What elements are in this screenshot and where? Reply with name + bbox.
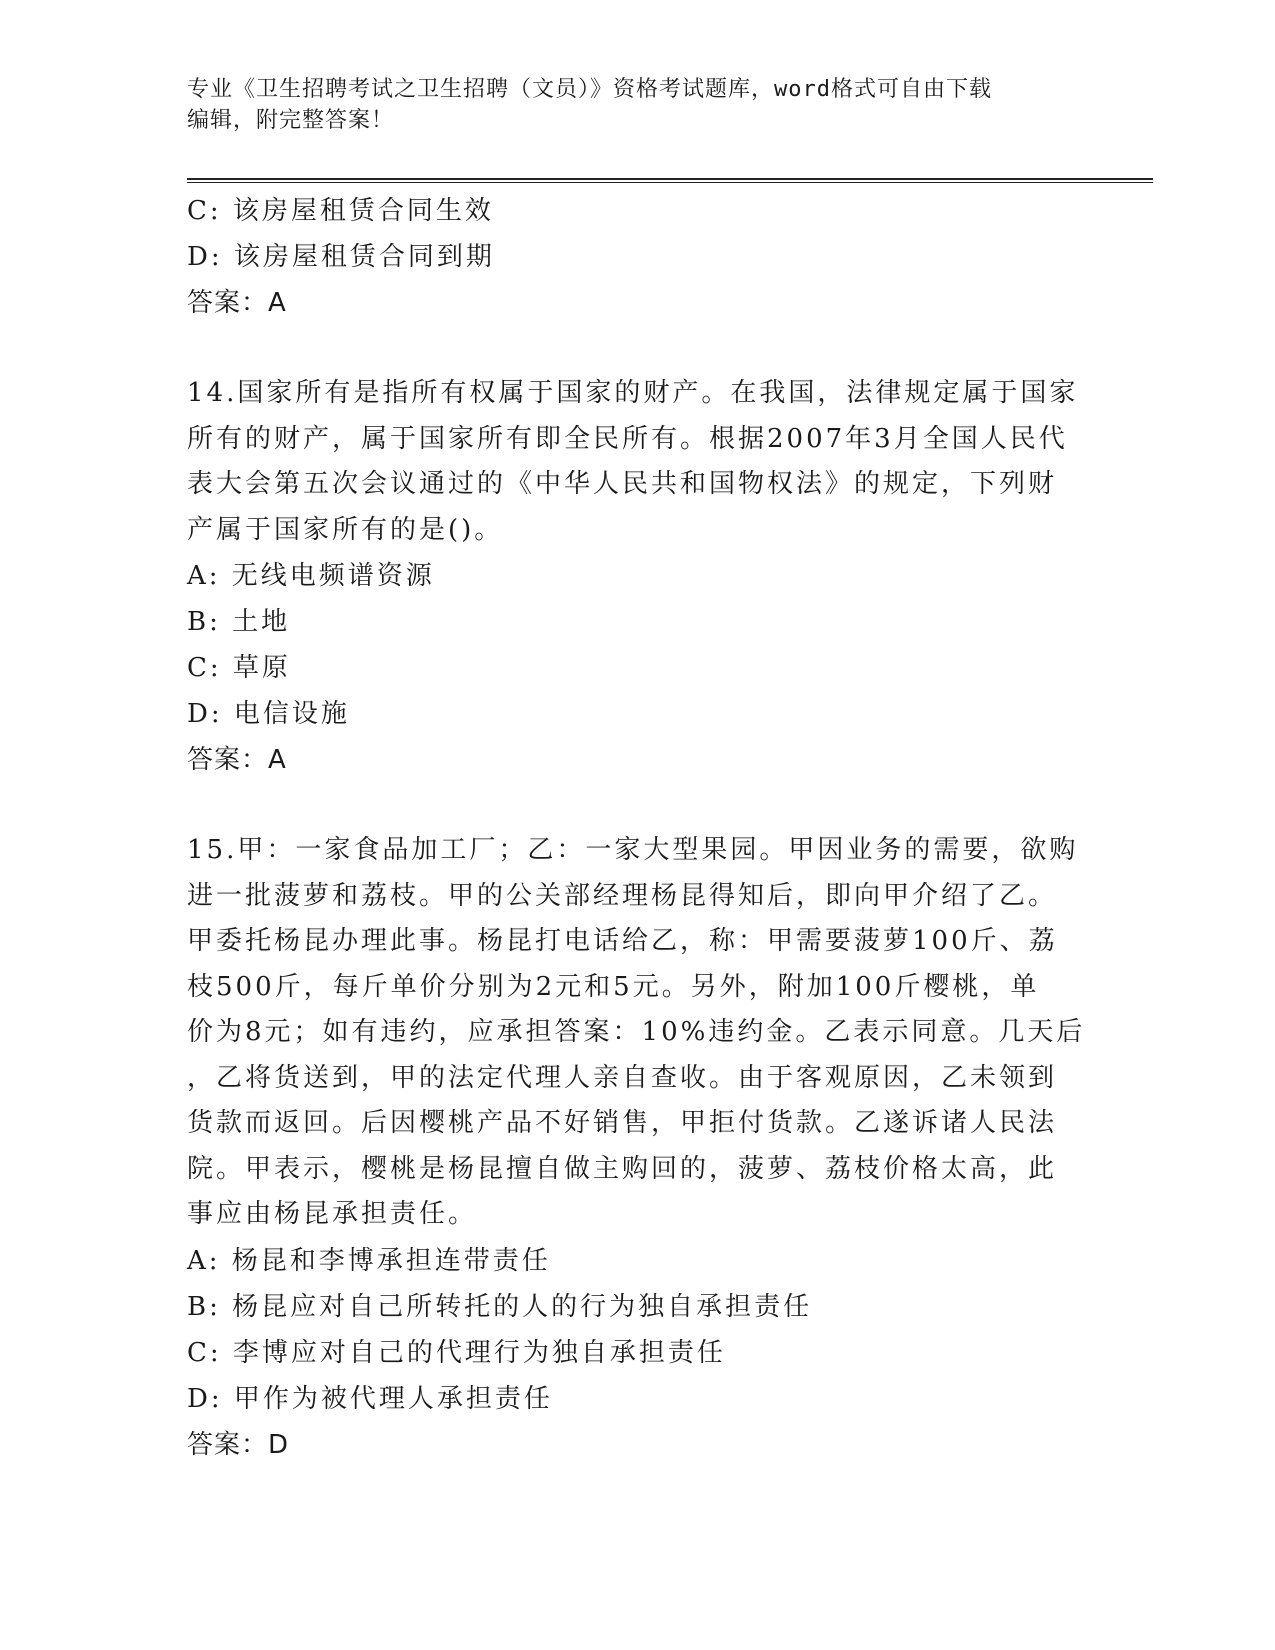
question-15-line: 15.甲：一家食品加工厂；乙：一家大型果园。甲因业务的需要，欲购 bbox=[187, 835, 1079, 865]
header-line-2: 编辑，附完整答案！ bbox=[187, 108, 395, 133]
option-d: D: 电信设施 bbox=[187, 699, 350, 729]
option-d: D: 甲作为被代理人承担责任 bbox=[187, 1383, 553, 1414]
question-15-text bbox=[187, 828, 1087, 1238]
header-divider bbox=[187, 178, 1153, 180]
header-line-1: 专业《卫生招聘考试之卫生招聘（文员）》资格考试题库，word格式可自由下载 bbox=[187, 77, 992, 102]
answer-line: 答案：A bbox=[187, 745, 287, 775]
question-15-line: 甲委托杨昆办理此事。杨昆打电话给乙，称：甲需要菠萝100斤、荔 bbox=[187, 926, 1058, 956]
option-b: B: 杨昆应对自己所转托的人的行为独自承担责任 bbox=[187, 1291, 813, 1322]
option-c: C: 该房屋租赁合同生效 bbox=[187, 196, 494, 226]
question-15-line: ，乙将货送到，甲的法定代理人亲自查收。由于客观原因，乙未领到 bbox=[187, 1062, 1058, 1093]
answer-line: 答案：A bbox=[187, 288, 287, 318]
question-15-line: 货款而返回。后因樱桃产品不好销售，甲拒付货款。乙遂诉诸人民法 bbox=[187, 1108, 1058, 1138]
question-14-line: 所有的财产，属于国家所有即全民所有。根据2007年3月全国人民代 bbox=[187, 423, 1068, 454]
question-15-line: 枝500斤，每斤单价分别为2元和5元。另外，附加100斤樱桃，单 bbox=[187, 971, 1040, 1002]
answer-line: 答案：D bbox=[187, 1429, 290, 1460]
option-a: A: 杨昆和李博承担连带责任 bbox=[187, 1245, 551, 1276]
question-15-line: 进一批菠萝和荔枝。甲的公关部经理杨昆得知后，即向甲介绍了乙。 bbox=[187, 880, 1058, 911]
document-header bbox=[187, 74, 1067, 136]
option-b: B: 土地 bbox=[187, 607, 291, 637]
question-14-text bbox=[187, 371, 1087, 553]
option-c: C: 李博应对自己的代理行为独自承担责任 bbox=[187, 1337, 726, 1368]
question-14-line: 14.国家所有是指所有权属于国家的财产。在我国，法律规定属于国家 bbox=[187, 378, 1079, 408]
option-d: D: 该房屋租赁合同到期 bbox=[187, 242, 495, 272]
option-a: A: 无线电频谱资源 bbox=[187, 561, 435, 591]
question-content bbox=[187, 188, 1087, 1468]
question-14-line: 表大会第五次会议通过的《中华人民共和国物权法》的规定，下列财 bbox=[187, 469, 1058, 499]
header-divider-thin bbox=[187, 182, 1153, 183]
question-15-line: 院。甲表示，樱桃是杨昆擅自做主购回的，菠萝、荔枝价格太高，此 bbox=[187, 1153, 1058, 1184]
question-15-line: 事应由杨昆承担责任。 bbox=[187, 1199, 478, 1229]
question-14-line: 产属于国家所有的是()。 bbox=[187, 514, 504, 545]
option-c: C: 草原 bbox=[187, 653, 291, 683]
question-15-line: 价为8元；如有违约，应承担答案：10%违约金。乙表示同意。几天后 bbox=[187, 1017, 1086, 1047]
